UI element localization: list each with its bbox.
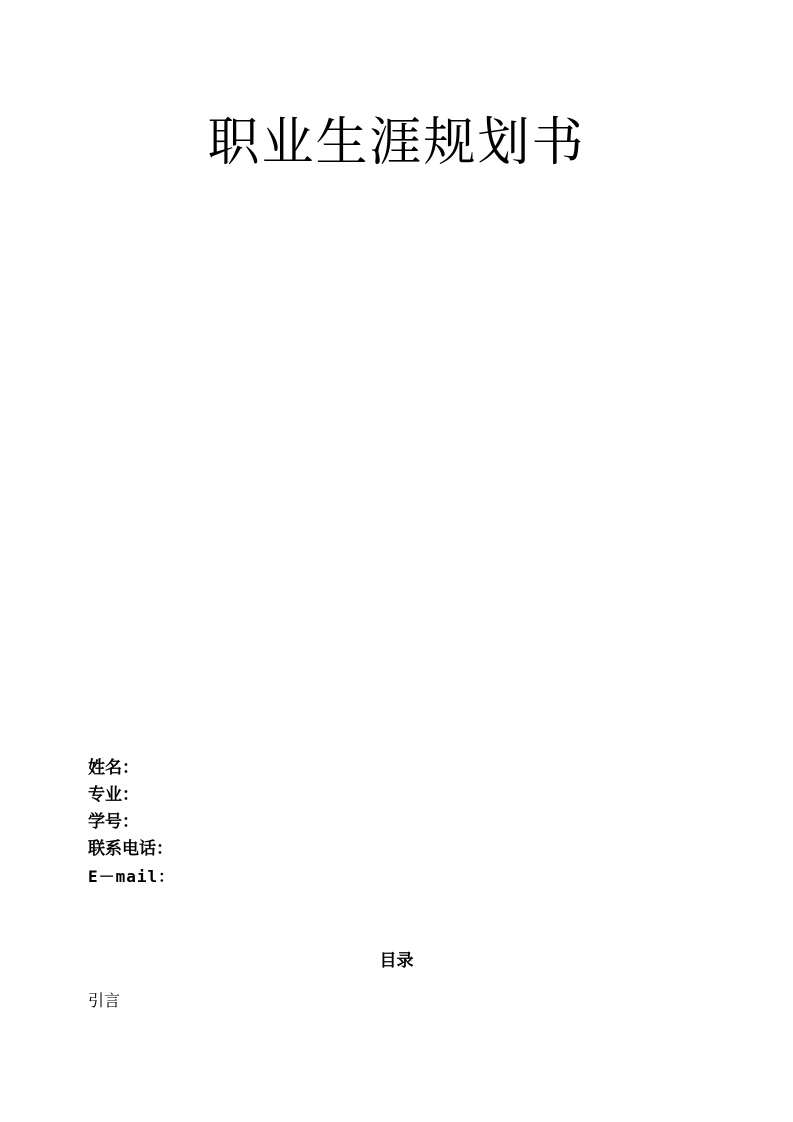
page-title: 职业生涯规划书 xyxy=(207,113,586,173)
toc-heading: 目录 xyxy=(379,951,414,971)
info-field-major: 专业： xyxy=(88,785,139,805)
toc-item-introduction: 引言 xyxy=(88,991,121,1010)
toc-list xyxy=(88,988,688,1014)
info-field-phone: 联系电话： xyxy=(88,839,173,859)
author-info-block xyxy=(88,755,508,890)
info-field-email: E－mail： xyxy=(88,867,176,886)
info-field-name: 姓名： xyxy=(88,758,139,778)
info-field-student-id: 学号： xyxy=(88,812,139,832)
